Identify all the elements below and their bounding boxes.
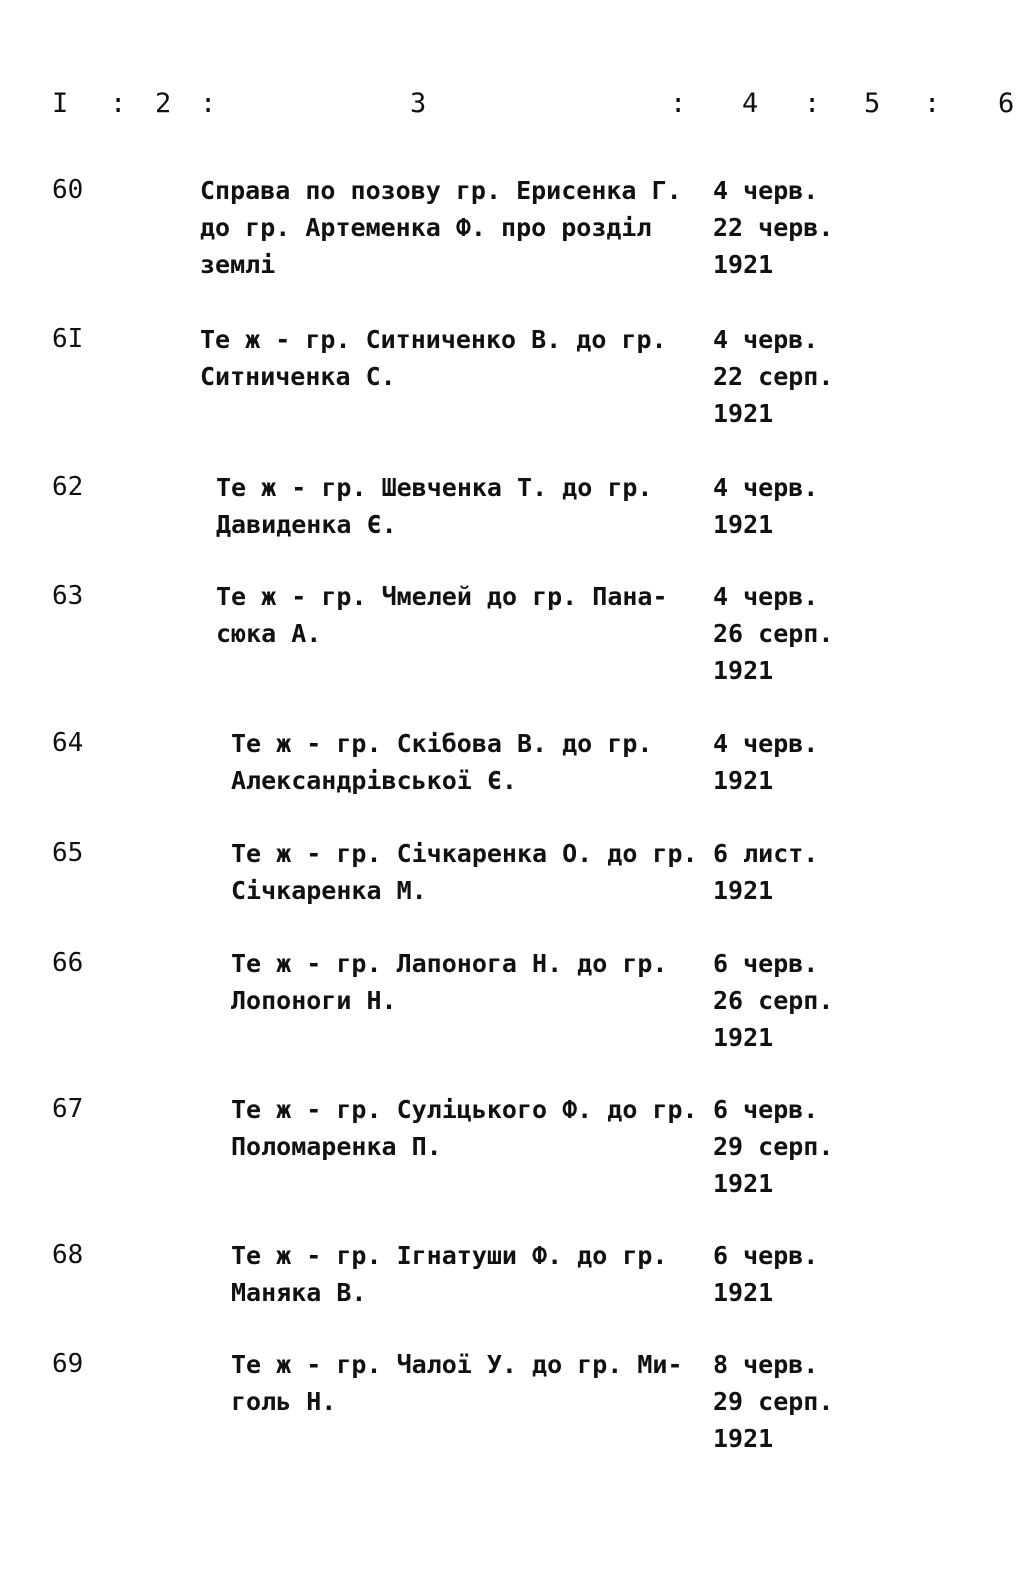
entry-dates (713, 1237, 818, 1311)
entry-number: 68 (52, 1240, 84, 1270)
entry-number: 62 (52, 472, 84, 502)
entry-date-line: 22 серп. (713, 362, 834, 391)
entry-date-line: 1921 (713, 766, 774, 795)
column-separator: : (804, 88, 821, 119)
entry-date-line: 4 черв. (713, 473, 819, 502)
entry-dates (713, 172, 833, 283)
entry-dates (713, 835, 818, 909)
entry-dates (713, 945, 833, 1056)
entry-date-line: 6 черв. (713, 1241, 819, 1270)
entry-title-line: Те ж - гр. Лапонога Н. до гр. (231, 949, 668, 978)
entry-date-line: 1921 (713, 1424, 774, 1453)
entry-title-line: Те ж - гр. Суліцького Ф. до гр. (231, 1095, 698, 1124)
column-separator: : (670, 88, 687, 119)
entry-number: 63 (52, 581, 84, 611)
entry-date-line: 22 черв. (713, 213, 834, 242)
entry-date-line: 26 серп. (713, 986, 834, 1015)
entry-dates (713, 469, 818, 543)
column-separator: : (110, 88, 127, 119)
entry-date-line: 26 серп. (713, 619, 834, 648)
entry-date-line: 1921 (713, 250, 774, 279)
entry-date-line: 1921 (713, 510, 774, 539)
entry-title-line: Те ж - гр. Січкаренка О. до гр. (231, 839, 698, 868)
entry-number: 66 (52, 948, 84, 978)
entry-title (231, 835, 698, 909)
entry-title (231, 945, 668, 1019)
entry-number: 67 (52, 1094, 84, 1124)
entry-date-line: 1921 (713, 1169, 774, 1198)
entry-date-line: 4 черв. (713, 325, 819, 354)
entry-title-line: Справа по позову гр. Ерисенка Г. (200, 176, 682, 205)
entry-title (231, 1091, 698, 1165)
entry-title (200, 321, 667, 395)
entry-dates (713, 1091, 833, 1202)
entry-number: 65 (52, 838, 84, 868)
column-separator: : (924, 88, 941, 119)
entry-number: 60 (52, 175, 84, 205)
column-number-5: 5 (864, 88, 881, 119)
entry-title-line: голь Н. (231, 1387, 337, 1416)
entry-dates (713, 1346, 833, 1457)
entry-date-line: 1921 (713, 656, 774, 685)
entry-number: 6I (52, 324, 84, 354)
entry-title-line: Те ж - гр. Ігнатуши Ф. до гр. (231, 1241, 668, 1270)
entry-dates (713, 321, 833, 432)
entry-title-line: Січкаренка М. (231, 876, 427, 905)
entry-date-line: 8 черв. (713, 1350, 819, 1379)
entry-number: 69 (52, 1349, 84, 1379)
entry-title-line: Поломаренка П. (231, 1132, 442, 1161)
entry-date-line: 4 черв. (713, 176, 819, 205)
entry-date-line: 6 черв. (713, 949, 819, 978)
entry-date-line: 6 черв. (713, 1095, 819, 1124)
entry-title (200, 172, 682, 283)
entry-title-line: Те ж - гр. Чмелей до гр. Пана- (216, 582, 668, 611)
entry-number: 64 (52, 728, 84, 758)
entry-title-line: Те ж - гр. Шевченка Т. до гр. (216, 473, 653, 502)
entry-title-line: Ситниченка С. (200, 362, 396, 391)
entry-title-line: Лопоноги Н. (231, 986, 397, 1015)
column-number-3: 3 (410, 88, 427, 119)
entry-title (231, 1346, 683, 1420)
entry-date-line: 1921 (713, 1023, 774, 1052)
entry-title-line: Давиденка Є. (216, 510, 397, 539)
entry-title-line: землі (200, 250, 276, 279)
entry-date-line: 29 серп. (713, 1132, 834, 1161)
entry-title-line: до гр. Артеменка Ф. про розділ (200, 213, 652, 242)
entry-title (231, 725, 652, 799)
entry-date-line: 29 серп. (713, 1387, 834, 1416)
entry-title (216, 578, 668, 652)
entry-title-line: Маняка В. (231, 1278, 367, 1307)
column-separator: : (200, 88, 217, 119)
entry-date-line: 1921 (713, 876, 774, 905)
entry-date-line: 4 черв. (713, 729, 819, 758)
entry-title-line: Те ж - гр. Ситниченко В. до гр. (200, 325, 667, 354)
entry-dates (713, 578, 833, 689)
entry-title-line: сюка А. (216, 619, 322, 648)
entry-title-line: Те ж - гр. Чалої У. до гр. Ми- (231, 1350, 683, 1379)
entry-dates (713, 725, 818, 799)
entry-date-line: 1921 (713, 399, 774, 428)
entry-date-line: 6 лист. (713, 839, 819, 868)
entry-date-line: 4 черв. (713, 582, 819, 611)
entry-title-line: Те ж - гр. Скібова В. до гр. (231, 729, 653, 758)
column-number-1: I (52, 88, 69, 119)
column-number-4: 4 (742, 88, 759, 119)
entry-title (231, 1237, 668, 1311)
column-number-6: 6 (998, 88, 1015, 119)
entry-date-line: 1921 (713, 1278, 774, 1307)
entry-title (216, 469, 653, 543)
entry-title-line: Александрівської Є. (231, 766, 517, 795)
column-number-2: 2 (155, 88, 172, 119)
